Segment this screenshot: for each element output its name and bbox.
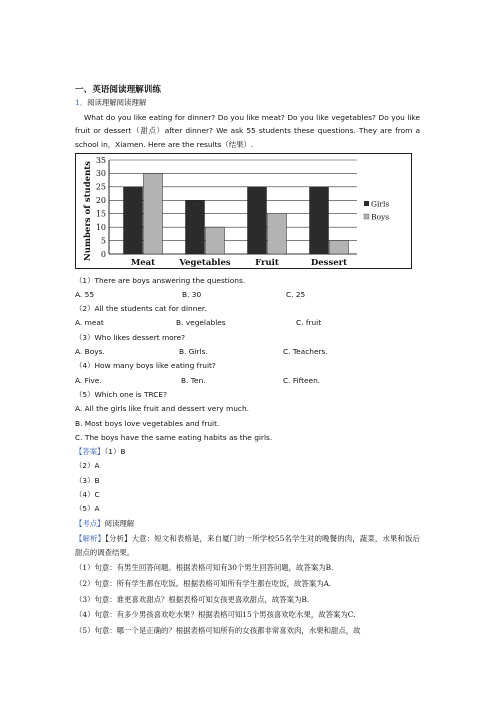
bar-boys-vegetables — [206, 227, 225, 254]
question-5-option-c: C. The boys have the same eating habits as the girls. — [75, 433, 273, 442]
explanation-1: （1）句意：有男生回答问题。根据表格可知有30个男生回答问题，故答案为B. — [75, 563, 334, 572]
jiexi-block — [75, 532, 420, 559]
kaodian-text: 阅读理解 — [104, 519, 135, 528]
option-c: C. 25 — [286, 290, 306, 299]
question-4-stem: （4）How many boys like eating fruit? — [75, 361, 216, 370]
y-tick-label: 30 — [95, 169, 106, 179]
option-a: A. Boys. — [75, 347, 105, 356]
item-title: 阅读理解阅读理解 — [87, 98, 147, 107]
item-heading — [75, 98, 146, 108]
kaodian-line — [75, 519, 134, 529]
option-a: A. 55 — [75, 290, 95, 299]
option-b: B. Girls. — [179, 347, 208, 356]
legend-label-boys: Boys — [371, 212, 390, 222]
explanation-2: （2）句意：所有学生都在吃饭。根据表格可知所有学生都在吃饭，故答案为A. — [75, 579, 332, 588]
passage: What do you like eating for dinner? Do you like meat? Do you like vegetables? Do you like fruit or dessert（甜点）after dinner? We ask 55 students these questions. They are from a school in，Xiamen. Here are the results（结果）. — [75, 113, 420, 149]
option-c: C. Teachers. — [283, 347, 328, 356]
option-a: A. Five. — [75, 376, 102, 385]
question-2-stem: （2）All the students cat for dinner. — [75, 304, 207, 313]
item-number: 1． — [75, 98, 88, 107]
bar-girls-meat — [124, 187, 143, 254]
option-c: C. Fifteen. — [283, 376, 321, 385]
answer-3: （3）B — [75, 476, 100, 485]
bar-girls-dessert — [310, 187, 329, 254]
y-tick-label: 5 — [100, 236, 106, 246]
legend-swatch-girls — [364, 201, 369, 206]
bar-boys-meat — [144, 173, 163, 254]
y-tick-label: 20 — [95, 196, 106, 206]
y-tick-label: 10 — [95, 222, 106, 232]
answer-2: （2）A — [75, 461, 100, 470]
question-1-stem: （1）There are boys answering the questions. — [75, 276, 246, 285]
bar-boys-fruit — [268, 214, 287, 254]
x-tick-label: Vegetables — [179, 258, 231, 268]
legend-label-girls: Girls — [371, 199, 390, 209]
explanation-3: （3）句意：谁更喜欢甜点？根据表格可知女孩更喜欢甜点，故答案为B. — [75, 595, 310, 604]
answer-tag: 【答案】 — [75, 447, 105, 456]
question-5-stem: （5）Which one is TRCE? — [75, 390, 168, 399]
bar-girls-vegetables — [186, 200, 205, 254]
option-b: B. 30 — [182, 290, 202, 299]
option-b: B. Ten. — [181, 376, 206, 385]
answer-line — [75, 447, 125, 457]
jiexi-text: 【分析】大意：短文和表格是，来自厦门的一所学校55名学生对的晚餐的肉，蔬菜，水果和饭后甜点的调查结果。 — [75, 534, 420, 557]
explanation-5: （5）句意：哪一个是正确的？根据表格可知所有的女孩都非常喜欢肉，水果和甜点，故 — [75, 626, 361, 635]
answer-1: （1）B — [104, 447, 126, 456]
bar-chart — [75, 153, 412, 269]
bar-boys-dessert — [330, 241, 349, 254]
kaodian-tag: 【考点】 — [75, 519, 105, 528]
question-5-option-b: B. Most boys love vegetables and fruit. — [75, 419, 220, 428]
section-title: 一、英语阅读理解训练 — [75, 85, 161, 95]
x-tick-label: Fruit — [255, 258, 279, 268]
bar-girls-fruit — [248, 187, 267, 254]
x-tick-label: Meat — [130, 258, 156, 268]
y-tick-label: 0 — [100, 249, 106, 259]
y-tick-label: 25 — [95, 182, 106, 192]
question-3-stem: （3）Who likes dessert more? — [75, 333, 186, 342]
y-tick-label: 15 — [95, 209, 106, 219]
y-tick-label: 35 — [95, 155, 106, 165]
answer-5: （5）A — [75, 504, 100, 513]
option-c: C. fruit — [296, 318, 322, 327]
option-b: B. vegelables — [176, 318, 226, 327]
y-axis-label: Numbers of students — [83, 161, 93, 261]
jiexi-tag: 【解析】 — [75, 534, 106, 543]
option-a: A. meat — [75, 318, 104, 327]
x-tick-label: Dessert — [310, 258, 348, 268]
explanation-4: （4）句意：有多少男孩喜欢吃水果？根据表格可知15个男孩喜欢吃水果，故答案为C. — [75, 610, 356, 619]
legend-swatch-boys — [364, 214, 369, 219]
answer-4: （4）C — [75, 490, 100, 499]
question-5-option-a: A. All the girls like fruit and dessert very much. — [75, 404, 249, 413]
